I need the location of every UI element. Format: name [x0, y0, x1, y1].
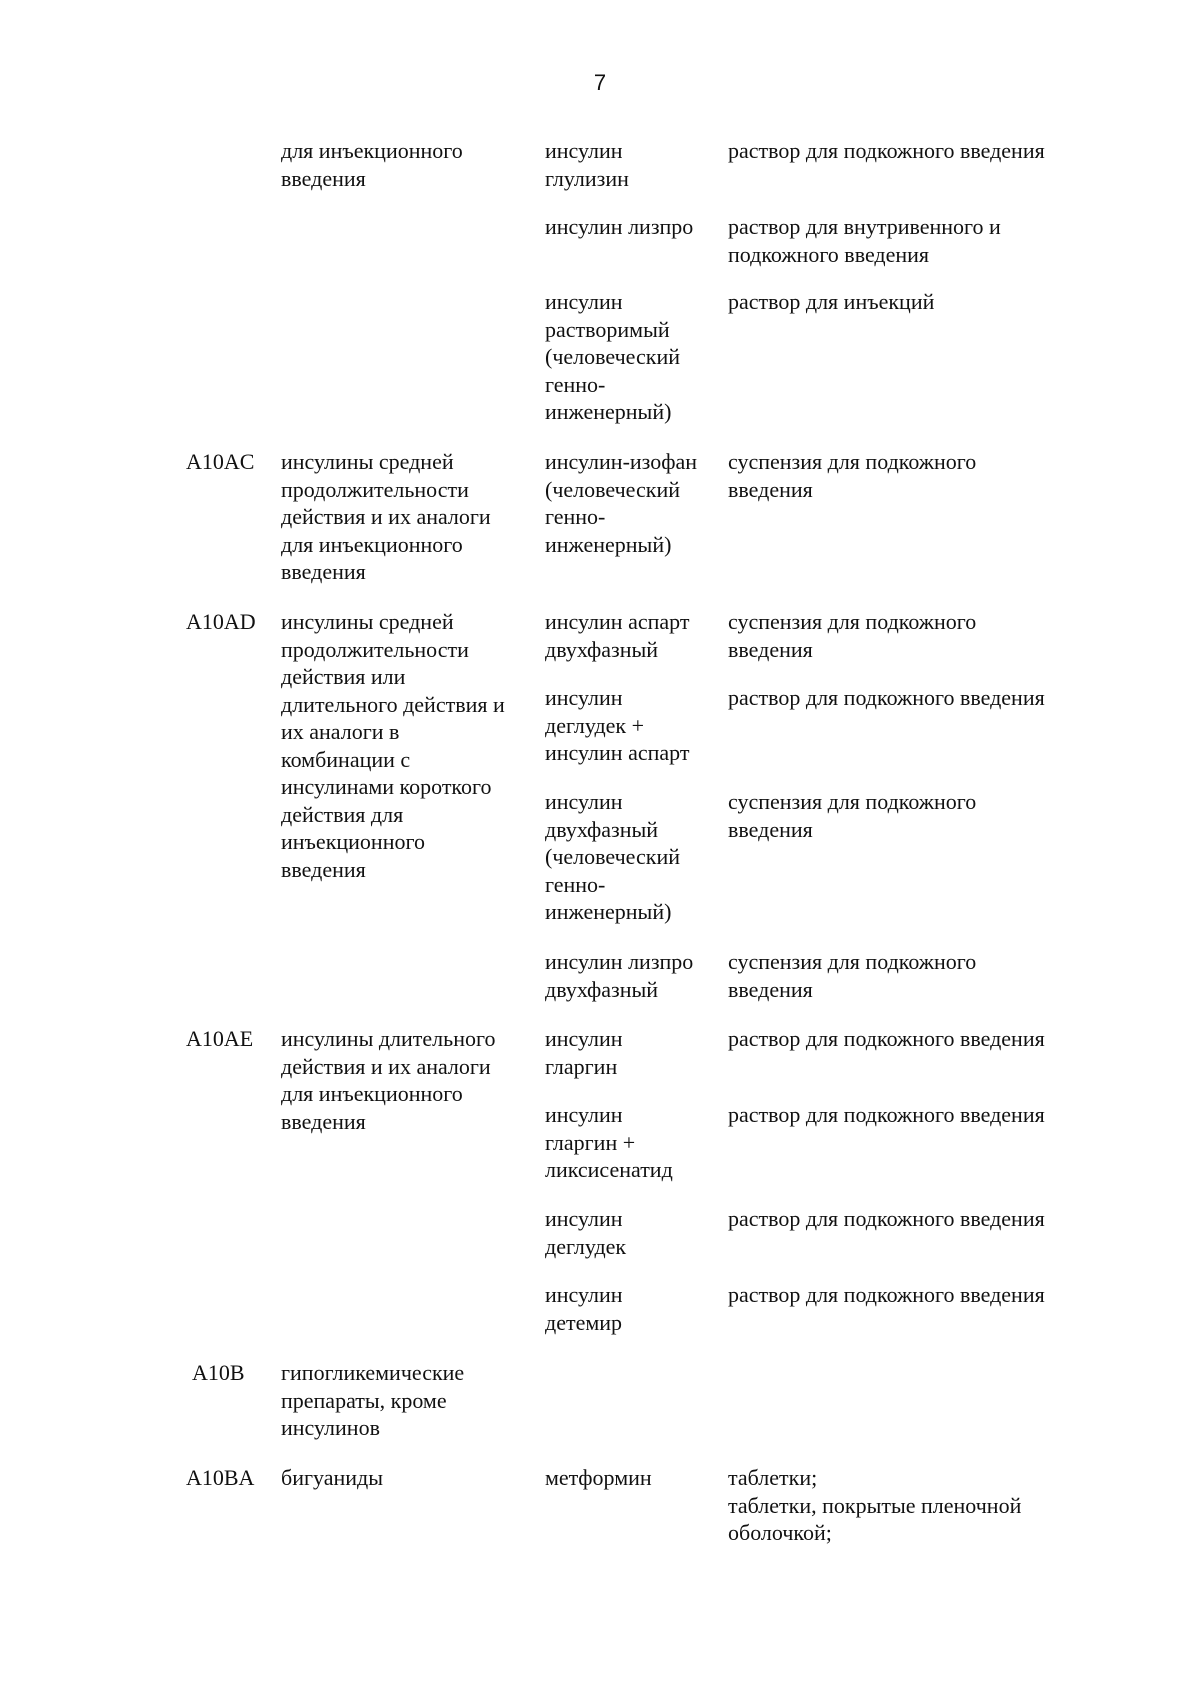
- dosage-form: раствор для внутривенного и подкожного введения: [728, 214, 1001, 267]
- drug-name: инсулин деглудек + инсулин аспарт: [545, 685, 690, 765]
- drug-name: инсулин гларгин: [545, 1026, 623, 1079]
- dosage-form: раствор для подкожного введения: [728, 1026, 1045, 1051]
- group-description: инсулины длительного действия и их аналоги для инъекционного введения: [281, 1026, 496, 1134]
- drug-name: инсулин глулизин: [545, 138, 629, 191]
- drug-name: инсулин детемир: [545, 1282, 623, 1335]
- dosage-form: раствор для подкожного введения: [728, 1282, 1045, 1307]
- dosage-form: суспензия для подкожного введения: [728, 949, 977, 1002]
- drug-name: метформин: [545, 1465, 652, 1490]
- group-description: инсулины средней продолжительности действия и их аналоги для инъекционного введения: [281, 449, 491, 584]
- group-description-continued: для инъекционного введения: [281, 138, 463, 191]
- page-number: 7: [593, 70, 607, 95]
- drug-name: инсулин растворимый (человеческий генно- инженерный): [545, 289, 680, 424]
- atc-code: A10AC: [186, 449, 255, 474]
- dosage-form: суспензия для подкожного введения: [728, 789, 977, 842]
- group-description: инсулины средней продолжительности действия или длительного действия и их аналоги в комбинации с инсулинами короткого действия для инъекционного введения: [281, 609, 505, 882]
- dosage-form: раствор для инъекций: [728, 289, 935, 314]
- atc-code: A10AD: [186, 609, 256, 634]
- drug-name: инсулин деглудек: [545, 1206, 627, 1259]
- drug-name: инсулин-изофан (человеческий генно- инженерный): [545, 449, 698, 557]
- atc-code: A10AE: [186, 1026, 254, 1051]
- drug-name: инсулин лизпро двухфазный: [545, 949, 694, 1002]
- drug-name: инсулин лизпро: [545, 214, 694, 239]
- atc-code: A10B: [192, 1360, 245, 1385]
- group-description: гипогликемические препараты, кроме инсулинов: [281, 1360, 465, 1440]
- drug-name: инсулин двухфазный (человеческий генно- инженерный): [545, 789, 680, 924]
- drug-name: инсулин аспарт двухфазный: [545, 609, 690, 662]
- dosage-form: суспензия для подкожного введения: [728, 449, 977, 502]
- dosage-form: раствор для подкожного введения: [728, 1102, 1045, 1127]
- dosage-form: раствор для подкожного введения: [728, 685, 1045, 710]
- drug-name: инсулин гларгин + ликсисенатид: [545, 1102, 673, 1182]
- dosage-form: суспензия для подкожного введения: [728, 609, 977, 662]
- dosage-form: раствор для подкожного введения: [728, 1206, 1045, 1231]
- dosage-form: таблетки; таблетки, покрытые пленочной оболочкой;: [728, 1465, 1022, 1545]
- dosage-form: раствор для подкожного введения: [728, 138, 1045, 163]
- group-description: бигуаниды: [281, 1465, 383, 1490]
- atc-code: A10BA: [186, 1465, 255, 1490]
